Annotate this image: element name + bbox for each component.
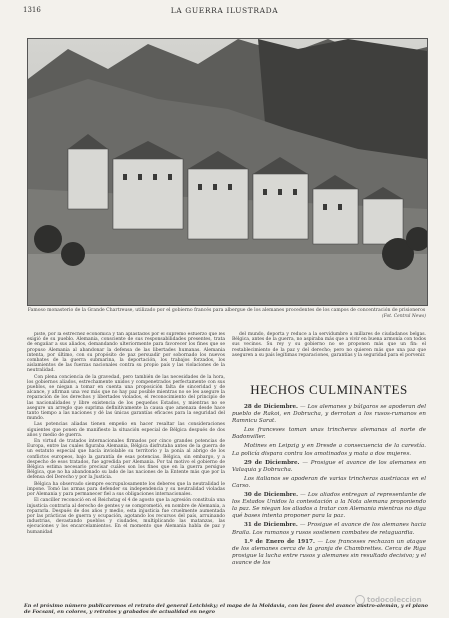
event-text: — Prosigue el avance de los alemanes hacia Braila. Los rumanos y rusos sostienen combates de retaguardia. (232, 522, 427, 536)
event-date: 29 de Diciembre. (244, 459, 300, 466)
paragraph: piste, por la estrechez económica y tan aplastados por el supremo esfuerzo que les exigió de su pueblo. Alemania, consciente de sus responsabilidades presentes, trata de engañar a sus aliados, demandando ulteriormente para favorecer los fines que se propuso Alemania al abandonar la defensa de las libertades humanas. Alemania intenta, por último, con su propósito de paz persuadir por sobornado los nuevos combates de la guerra submarina, la deportación, los trabajos forzados, los aislamientos de las fuerzas nacionales contra su propio país y las violaciones de la neutralidad. (27, 332, 225, 374)
event-text: Los franceses toman unas trincheras alemanas al norte de Badonviller. (232, 427, 426, 441)
paragraph: Bélgica ha observado siempre escrupulosamente los deberes que la neutralidad le impone. Tomó las armas para defender su independencia y su neutralidad violadas por Alemania y para permanecer fiel a sus obligaciones internacionales. (27, 481, 225, 498)
article-column-left (27, 332, 225, 597)
event-text: — Los aliados entregan al representante de los Estados Unidos la contestación a la Nota alemana proponiendo la paz. Se niegan los aliados a tratar con Alemania mientras no diga qué bases intenta proponer para la paz. (232, 492, 426, 520)
events-list (232, 404, 426, 569)
photo-credit: (Fot. Central News) (382, 314, 426, 319)
event-date: 1.º de Enero de 1917. (244, 538, 315, 545)
event-item (232, 427, 426, 441)
event-item (232, 492, 426, 520)
watermark-text: todocoleccion (367, 596, 422, 604)
paragraph: del mundo, deporta y reduce a la servidumbre a millares de ciudadanos belgas. Bélgica, antes de la guerra, no aspiraba más que a vivir en buena armonía con todos sus vecinos. Su rey y su gobierno no se proponen más que un fin: el restablecimiento de la paz y del derecho; pero no quieren más que una paz que aseguren a su país legítimas reparaciones, garantías y la seguridad para el porvenir. (232, 332, 426, 358)
article-column-right (232, 332, 426, 359)
event-item (232, 443, 426, 457)
paragraph: Las potencias aliadas tienen empeño en hacer resaltar las consideraciones siguientes que ponen de manifiesto la situación especial de Bélgica después de dos años y medio de guerra. (27, 422, 225, 438)
footer-announcement: En el próximo número publicaremos el retrato del general Letchisky; el mapa de la Moldavia, con las fases del avance austro-alemán, y el plano de Focsani, en colores, y retratos y grabados de actualidad en negro (24, 603, 428, 615)
paragraph: Con plena conciencia de la gravedad, pero también de las necesidades de la hora, los gobiernos aliados, estrechamente unidos y compenetrados perfectamente con sus pueblos, se niegan a tomar en cuenta una proposición falta de sinceridad y de alcance, y afirman una vez más que no hay paz posible mientras no se les asegure la reparación de los derechos y libertades violados, el reconocimiento del principio de las nacionalidades y libre existencia de los pequeños Estados, y mientras no se asegure un arreglo que suprima definitivamente la causa que amenaza desde hace tanto tiempo a las naciones y dé las únicas garantías eficaces para la seguridad del mundo. (27, 374, 225, 422)
running-title: LA GUERRA ILUSTRADA (170, 6, 279, 15)
event-item (232, 404, 426, 425)
event-item (232, 522, 426, 536)
photo-caption (27, 308, 426, 319)
page-number: 1316 (23, 6, 41, 14)
event-text: Motines en Leipzig y en Dresde a consecuencia de la carestía. La policía dispara contra los amotinados y mata a dos mujeres. (232, 443, 426, 457)
event-item (232, 476, 426, 490)
event-text: — Prosigue el avance de los alemanes en Valaquia y Dobrucha. (232, 459, 427, 473)
event-date: 30 de Diciembre. (244, 492, 299, 499)
hechos-culminantes-heading: HECHOS CULMINANTES (250, 382, 408, 397)
event-item (232, 539, 426, 567)
event-text: — Los franceses rechazan un ataque de los alemanes cerca de la granja de Chambrettes. Cerca de Riga prosigue la lucha entre rusos y alemanes sin resultado decisivo; y el avance de los (232, 538, 426, 566)
paragraph: En virtud de tratados internacionales firmados por cinco grandes potencias de Europa, entre las cuales figuraba Alemania, Bélgica disfrutaba antes de la guerra de un estatuto especial que hacía inviolable su territorio y la ponía al abrigo de los conflictos europeos, bajo la garantía de esas potencias. Bélgica, sin embargo, y a despecho de esos tratados, fue agredida por Alemania. Por tal motivo el gobierno de Bélgica estima necesario precisar cuáles son los fines que en la guerra persigue Bélgica, que no ha abandonado su lado de las naciones de la Entente más que por la defensa del Derecho y por la Justicia. (27, 439, 225, 481)
event-date: 28 de Diciembre. (244, 404, 298, 410)
monastery-photo (27, 38, 428, 306)
event-text: — Los alemanes y búlgaros se apoderan del pueblo de Rakoi, en Dobrucha, y derrotan a los rusos-rumanos en Ramnicu Sarat. (232, 404, 427, 425)
page-header (0, 6, 449, 20)
event-text: Los italianos se apoderan de varias trincheras austriacas en el Carso. (232, 475, 426, 489)
paragraph: El canciller reconoció en el Reichstag el 4 de agosto que la agresión constituía una injusticia contraria al derecho de gentes y se comprometió, en nombre de Alemania, a repararla. Después de dos años y medio, esta injusticia fue cruelmente aumentada por las prácticas de guerra y ocupación, agotando los recursos del país, arruinando industrias, devastando pueblos y ciudades, multiplicando las matanzas, las ejecuciones y los encarcelamientos. En el momento que Alemania habla de paz y humanidad (27, 498, 225, 535)
event-date: 31 de Diciembre. (244, 522, 298, 529)
event-item (232, 460, 426, 474)
caption-text: Famoso monasterio de la Grande Chartreuse, utilizado por el gobierno francés para albergue de los alemanes procedentes de los campos de concentración de prisioneros (27, 308, 426, 313)
